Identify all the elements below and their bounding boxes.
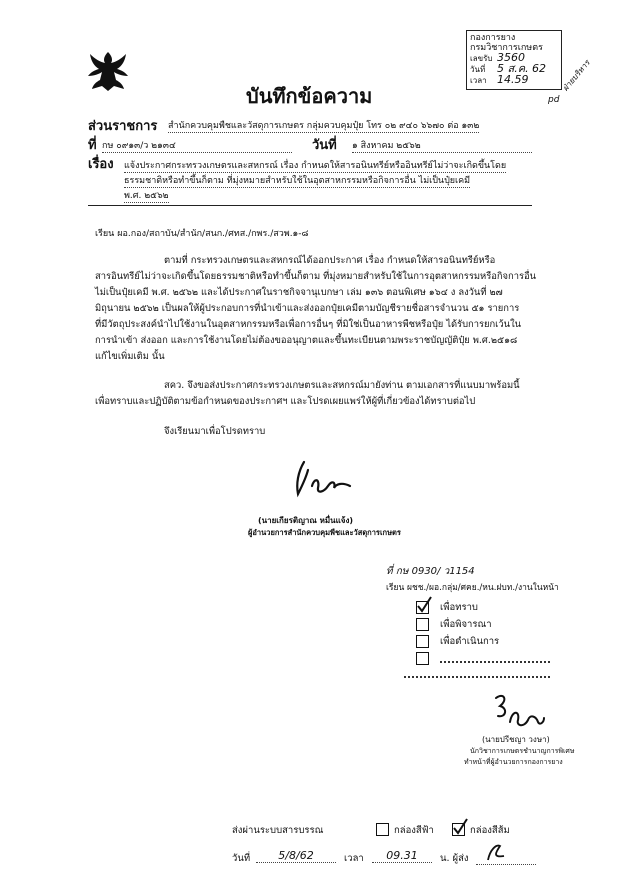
- option-label: เพื่อดำเนินการ: [440, 636, 500, 647]
- checkmark-icon: [414, 594, 434, 614]
- footer-date-label: วันที่: [232, 853, 251, 864]
- routing-signer-title: นักวิชาการเกษตรชำนาญการพิเศษ: [470, 747, 575, 755]
- subject-line: พ.ศ. ๒๕๖๒: [124, 191, 169, 201]
- date-value: ๑ สิงหาคม ๒๕๖๒: [352, 140, 532, 153]
- body-line: ไม่เป็นปุ๋ยเคมี พ.ศ. ๒๕๖๒ และได้ประกาศในราชกิจจานุเบกษา เล่ม ๑๓๖ ตอนพิเศษ ๑๖๔ ง ลงวันที่ ๒๗: [95, 287, 503, 298]
- stamp-date-value: 5 ส.ค. 62: [497, 62, 547, 75]
- routing-signer-title: ทำหน้าที่ผู้อำนวยการกองการยาง: [464, 758, 563, 766]
- stamp-line2: กรมวิชาการเกษตร: [470, 43, 543, 53]
- footer-by-line: [476, 864, 536, 865]
- footer-initial: [482, 840, 512, 864]
- signer-title: ผู้อำนวยการสำนักควบคุมพืชและวัสดุการเกษตร: [248, 528, 401, 537]
- stamp-side-note: ฝ่ายบริหาร: [560, 58, 592, 93]
- routing-signer-name: (นายปรีชญา วงษา): [482, 735, 550, 744]
- subject-label: เรื่อง: [88, 157, 114, 172]
- date-label: วันที่: [312, 138, 337, 153]
- footer-by-label: น. ผู้ส่ง: [440, 853, 469, 864]
- option-checkbox[interactable]: [416, 652, 429, 665]
- head-signature: [488, 688, 548, 732]
- ref-label: ที่: [88, 138, 97, 153]
- salutation: เรียน ผอ.กอง/สถาบัน/สำนัก/สนก./ศทส./กพร./สวพ.๑-๘: [95, 229, 309, 239]
- option-blank-line: [440, 661, 550, 663]
- header-divider: [88, 205, 532, 206]
- corner-mark: pd: [548, 95, 560, 105]
- subject-line: ธรรมชาติหรือทำขึ้นก็ตาม ที่มุ่งหมายสำหรับใช้ในอุตสาหกรรมหรือกิจการอื่น ไม่เป็นปุ๋ยเคมี: [124, 176, 471, 186]
- body-line: เพื่อทราบและปฏิบัติตามข้อกำหนดของประกาศฯ และโปรดเผยแพร่ให้ผู้ที่เกี่ยวข้องได้ทราบต่อไป: [95, 396, 476, 407]
- stamp-time-label: เวลา: [470, 76, 487, 85]
- ref-value: กษ ๐๙๑๓/ว ๒๑๓๔: [102, 140, 292, 153]
- body-line: สารอินทรีย์ไม่ว่าจะเกิดขึ้นโดยธรรมชาติหรือทำขึ้นก็ตาม ที่มุ่งหมายสำหรับใช้ในการอุตสาหกรรมหรือกิจการอื่น: [95, 271, 537, 282]
- checkmark-icon: [450, 816, 470, 836]
- routing-ref: ที่ กษ 0930/ ว1154: [386, 566, 475, 577]
- body-line: แก้ไขเพิ่มเติม นั้น: [95, 351, 165, 362]
- orange-box-label: กล่องสีส้ม: [470, 825, 510, 836]
- option-blank-line: [404, 676, 550, 678]
- director-signature: [284, 456, 364, 500]
- option-label: เพื่อพิจารณา: [440, 619, 492, 630]
- body-line: สคว. จึงขอส่งประกาศกระทรวงเกษตรและสหกรณ์มายังท่าน ตามเอกสารที่แนบมาพร้อมนี้: [164, 380, 520, 391]
- option-checkbox[interactable]: [416, 618, 429, 631]
- footer-label: ส่งผ่านระบบสารบรรณ: [232, 825, 324, 836]
- footer-time-label: เวลา: [344, 853, 364, 864]
- agency-value: สำนักควบคุมพืชและวัสดุการเกษตร กลุ่มควบคุมปุ๋ย โทร ๐๒ ๙๔๐ ๖๖๗๐ ต่อ ๑๓๒: [168, 121, 480, 131]
- option-label: เพื่อทราบ: [440, 602, 478, 613]
- stamp-no-label: เลขรับ: [470, 54, 493, 63]
- stamp-no-value: 3560: [497, 51, 525, 64]
- option-checkbox[interactable]: [416, 635, 429, 648]
- blue-box-checkbox[interactable]: [376, 823, 389, 836]
- garuda-emblem-icon: [86, 50, 130, 92]
- footer-time-value: 09.31: [372, 850, 432, 863]
- blue-box-label: กล่องสีฟ้า: [394, 825, 434, 836]
- stamp-time-value: 14.59: [497, 73, 529, 86]
- routing-to: เรียน ผชช./ผอ.กลุ่ม/ศคย./หน.ฝบท./งานในหน้า: [386, 583, 559, 593]
- footer-date-value: 5/8/62: [256, 850, 336, 863]
- body-line: การนำเข้า ส่งออก และการใช้งานโดยไม่ต้องขออนุญาตและขึ้นทะเบียนตามพระราชบัญญัติปุ๋ย พ.ศ.๒๕๑๘: [95, 335, 518, 346]
- stamp-date-label: วันที่: [470, 65, 486, 74]
- page-title: บันทึกข้อความ: [246, 84, 373, 108]
- agency-label: ส่วนราชการ: [88, 119, 158, 134]
- stamp-line1: กองการยาง: [470, 33, 516, 43]
- subject-line: แจ้งประกาศกระทรวงเกษตรและสหกรณ์ เรื่อง กำหนดให้สารอนินทรีย์หรืออินทรีย์ไม่ว่าจะเกิดขึ้นโดย: [124, 161, 507, 171]
- receipt-stamp: [466, 30, 562, 90]
- body-line: ตามที่ กระทรวงเกษตรและสหกรณ์ได้ออกประกาศ เรื่อง กำหนดให้สารอนินทรีย์หรือ: [164, 255, 496, 266]
- body-line: ที่มีวัตถุประสงค์นำไปใช้งานในอุตสาหกรรมหรือเพื่อการอื่นๆ ที่มิใช่เป็นอาหารพืชหรือปุ๋ย ได้รับการยกเว้นใน: [95, 319, 522, 330]
- closing-text: จึงเรียนมาเพื่อโปรดทราบ: [164, 426, 266, 437]
- body-line: มิถุนายน ๒๕๖๒ เป็นผลให้ผู้ประกอบการที่นำเข้าและส่งออกปุ๋ยเคมีตามบัญชีรายชื่อสารจำนวน ๕๑ รายการ: [95, 303, 520, 314]
- signer-name: (นายเกียรติญาณ หมื่นแจ้ง): [258, 516, 353, 525]
